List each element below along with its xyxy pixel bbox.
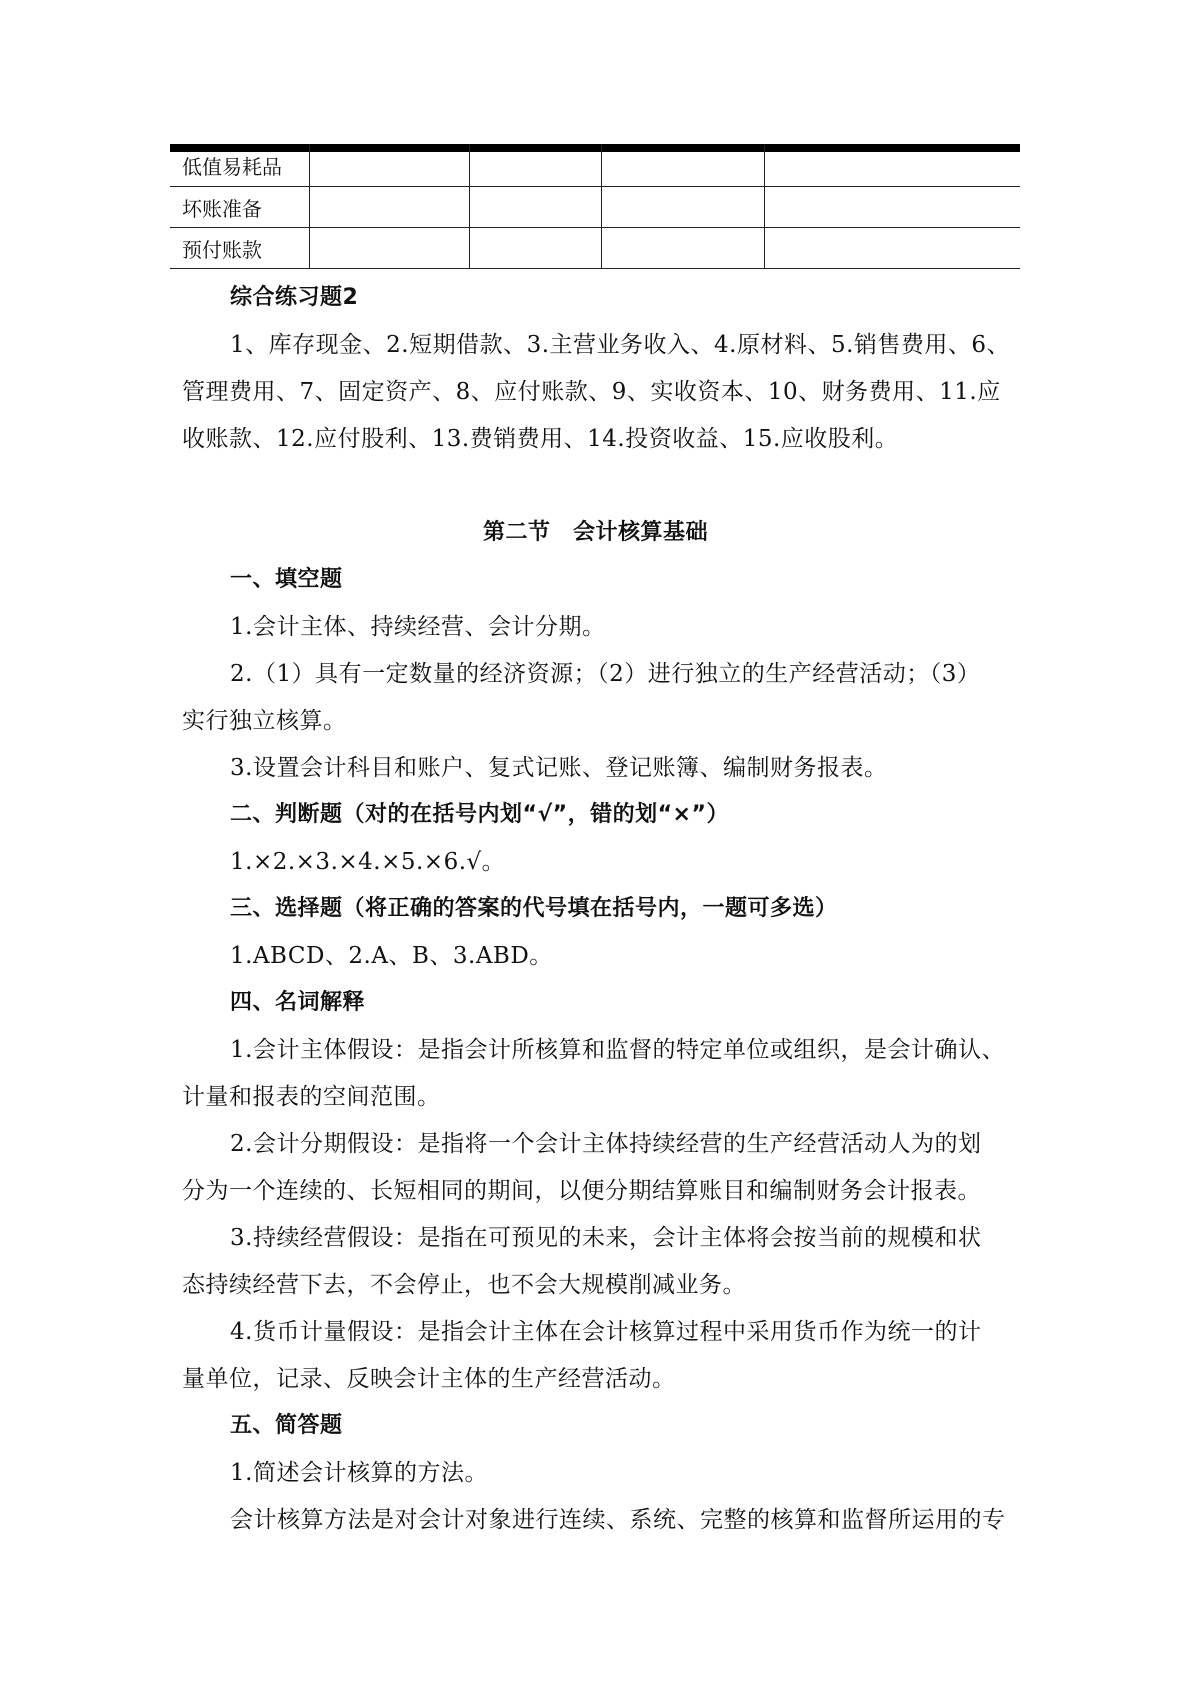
table-row xyxy=(170,186,1020,227)
short-answer-line: 会计核算方法是对会计对象进行连续、系统、完整的核算和监督所运用的专 xyxy=(230,1507,1006,1533)
terms-heading: 四、名词解释 xyxy=(230,990,366,1015)
choice-heading: 三、选择题（将正确的答案的代号填在括号内，一题可多选） xyxy=(230,896,838,921)
fill-blank-heading: 一、填空题 xyxy=(230,567,343,592)
table-row xyxy=(170,145,1020,186)
terms-line: 1.会计主体假设：是指会计所核算和监督的特定单位或组织，是会计确认、 xyxy=(230,1037,1005,1063)
fill-blank-line: 2.（1）具有一定数量的经济资源；（2）进行独立的生产经营活动；（3） xyxy=(230,661,981,687)
table-cell xyxy=(309,145,469,186)
table-cell xyxy=(309,227,469,268)
short-answer-line: 1.简述会计核算的方法。 xyxy=(230,1460,488,1486)
choice-answer: 1.ABCD、2.A、B、3.ABD。 xyxy=(230,943,553,969)
table-cell xyxy=(601,186,764,227)
exercise2-title: 综合练习题2 xyxy=(230,285,359,310)
short-answer-heading: 五、简答题 xyxy=(230,1413,343,1438)
table-cell xyxy=(601,145,764,186)
judgment-heading: 二、判断题（对的在括号内划“√”，错的划“×”） xyxy=(230,802,729,827)
table-row xyxy=(170,227,1020,268)
judgment-answer: 1.×2.×3.×4.×5.×6.√。 xyxy=(230,849,506,875)
fill-blank-line: 实行独立核算。 xyxy=(182,708,347,734)
table-cell xyxy=(764,227,1020,268)
table-cell xyxy=(469,145,601,186)
account-table xyxy=(170,145,1020,269)
table-cell xyxy=(469,186,601,227)
table-cell xyxy=(764,145,1020,186)
table-cell: 低值易耗品 xyxy=(170,145,309,186)
table-cell xyxy=(601,227,764,268)
table-cell xyxy=(309,186,469,227)
terms-line: 量单位，记录、反映会计主体的生产经营活动。 xyxy=(182,1366,676,1392)
terms-line: 态持续经营下去，不会停止，也不会大规模削减业务。 xyxy=(182,1272,746,1298)
fill-blank-line: 1.会计主体、持续经营、会计分期。 xyxy=(230,614,606,640)
table-cell xyxy=(764,186,1020,227)
table-cell: 坏账准备 xyxy=(170,186,309,227)
table-cell: 预付账款 xyxy=(170,227,309,268)
terms-line: 4.货币计量假设：是指会计主体在会计核算过程中采用货币作为统一的计 xyxy=(230,1319,982,1345)
fill-blank-line: 3.设置会计科目和账户、复式记账、登记账簿、编制财务报表。 xyxy=(230,755,888,781)
exercise2-line: 1、库存现金、2.短期借款、3.主营业务收入、4.原材料、5.销售费用、6、 xyxy=(230,332,1011,358)
table-cell xyxy=(469,227,601,268)
terms-line: 2.会计分期假设：是指将一个会计主体持续经营的生产经营活动人为的划 xyxy=(230,1131,982,1157)
terms-line: 计量和报表的空间范围。 xyxy=(182,1084,441,1110)
terms-line: 3.持续经营假设：是指在可预见的未来，会计主体将会按当前的规模和状 xyxy=(230,1225,982,1251)
terms-line: 分为一个连续的、长短相同的期间，以便分期结算账目和编制财务会计报表。 xyxy=(182,1178,981,1204)
exercise2-line: 收账款、12.应付股利、13.费销费用、14.投资收益、15.应收股利。 xyxy=(182,426,899,452)
exercise2-line: 管理费用、7、固定资产、8、应付账款、9、实收资本、10、财务费用、11.应 xyxy=(182,379,1001,405)
section-title: 第二节 会计核算基础 xyxy=(482,520,708,545)
